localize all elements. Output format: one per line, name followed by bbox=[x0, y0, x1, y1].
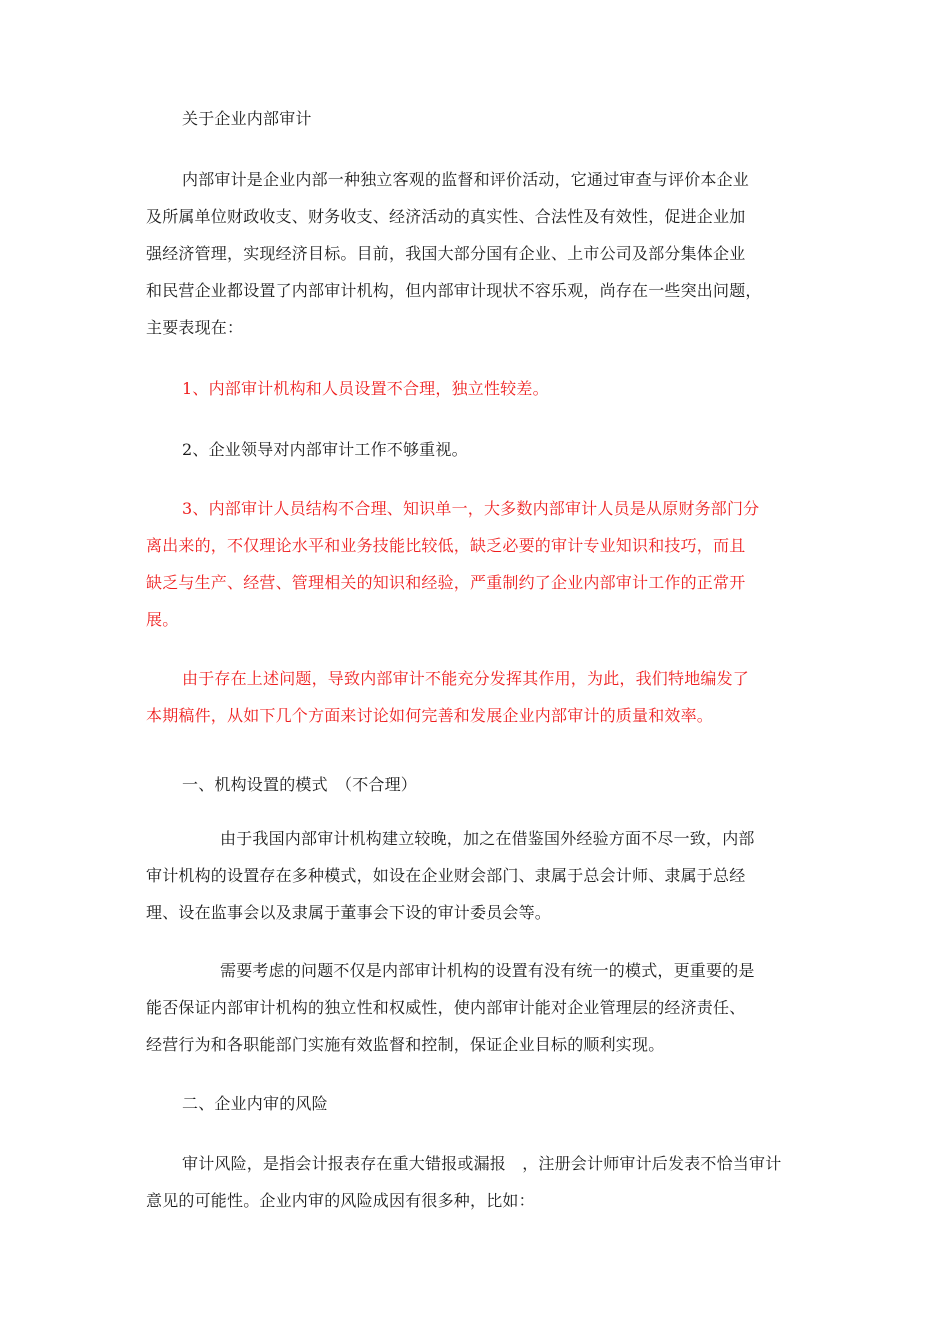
section-2-paragraph-1 bbox=[146, 1145, 786, 1219]
text-line: 理、设在监事会以及隶属于董事会下设的审计委员会等。 bbox=[146, 903, 552, 922]
intro-paragraph bbox=[146, 161, 786, 346]
text-line: 及所属单位财政收支、财务收支、经济活动的真实性、合法性及有效性，促进企业加 bbox=[146, 207, 746, 226]
text-line: 意见的可能性。企业内审的风险成因有很多种，比如： bbox=[146, 1191, 535, 1210]
text-line: 需要考虑的问题不仅是内部审计机构的设置有没有统一的模式，更重要的是 bbox=[220, 961, 755, 980]
text-line: 和民营企业都设置了内部审计机构，但内部审计现状不容乐观，尚存在一些突出问题， bbox=[146, 281, 762, 300]
text-line: 审计机构的设置存在多种模式，如设在企业财会部门、隶属于总会计师、隶属于总经 bbox=[146, 866, 746, 885]
text-line: 3、内部审计人员结构不合理、知识单一，大多数内部审计人员是从原财务部门分 bbox=[182, 499, 760, 518]
text-line: 本期稿件，从如下几个方面来讨论如何完善和发展企业内部审计的质量和效率。 bbox=[146, 706, 714, 725]
text-line: 缺乏与生产、经营、管理相关的知识和经验，严重制约了企业内部审计工作的正常开 bbox=[146, 573, 746, 592]
section-1-paragraph-2 bbox=[146, 952, 786, 1063]
text-line: 审计风险，是指会计报表存在重大错报或漏报 ，注册会计师审计后发表不恰当审计 bbox=[182, 1154, 782, 1173]
text-line: 展。 bbox=[146, 610, 179, 629]
section-1-heading: 一、机构设置的模式 （不合理） bbox=[182, 775, 418, 794]
text-line: 强经济管理，实现经济目标。目前，我国大部分国有企业、上市公司及部分集体企业 bbox=[146, 244, 746, 263]
section-2-heading: 二、企业内审的风险 bbox=[182, 1094, 328, 1113]
text-line: 由于存在上述问题，导致内部审计不能充分发挥其作用，为此，我们特地编发了 bbox=[182, 669, 750, 688]
text-line: 能否保证内部审计机构的独立性和权威性，使内部审计能对企业管理层的经济责任、 bbox=[146, 998, 746, 1017]
text-line: 内部审计是企业内部一种独立客观的监督和评价活动，它通过审查与评价本企业 bbox=[182, 170, 750, 189]
text-line: 经营行为和各职能部门实施有效监督和控制，保证企业目标的顺利实现。 bbox=[146, 1035, 665, 1054]
text-line: 离出来的，不仅理论水平和业务技能比较低，缺乏必要的审计专业知识和技巧，而且 bbox=[146, 536, 746, 555]
issue-item-2: 2、企业领导对内部审计工作不够重视。 bbox=[182, 440, 468, 459]
text-line: 由于我国内部审计机构建立较晚，加之在借鉴国外经验方面不尽一致，内部 bbox=[220, 829, 755, 848]
text-line: 主要表现在： bbox=[146, 318, 244, 337]
section-1-paragraph-1 bbox=[146, 820, 786, 931]
document-title: 关于企业内部审计 bbox=[182, 109, 312, 128]
summary-paragraph bbox=[146, 660, 786, 734]
issue-item-3 bbox=[146, 490, 786, 638]
issue-item-1: 1、内部审计机构和人员设置不合理，独立性较差。 bbox=[182, 379, 549, 398]
